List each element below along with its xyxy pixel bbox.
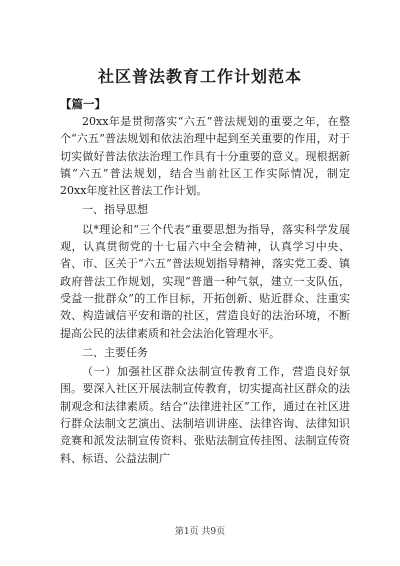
heading-guiding-thought: 一、指导思想 xyxy=(82,203,148,217)
section-label: 【篇一】 xyxy=(60,97,106,111)
heading-main-tasks: 二、主要任务 xyxy=(82,345,148,359)
page-footer: 第1页 共9页 xyxy=(174,527,226,537)
document-title: 社区普法教育工作计划范本 xyxy=(97,67,302,86)
guiding-paragraph: 以*理论和“三个代表”重要思想为指导，落实科学发展观，认真贯彻党的十七届六中全会精神，认真学习中央、省、市、区关于“六五”普法规划指导精神，落实党工委、镇政府普法工作规划，实现“普遣一种气氛，建立一支队伍，受益一批群众”的工作目标，开拓创新、贴近群众、注重实效、构造诚信平安和谐的社区，营造良好的法治环境，不断提高公民的法律素质和社会法治化管理水平。 xyxy=(60,222,350,340)
task-paragraph: （一）加强社区群众法制宣传教育工作，营造良好氛围。要深入社区开展法制宣传教育，切实提高社区群众的法制观念和法律素质。结合“法律进社区”工作，通过在社区进行群众法制文艺演出、法制培训讲座、法律咨询、法律知识竞赛和派发法制宣传资料、张贴法制宣传挂图、法制宣传资料、标语、公益法制广 xyxy=(60,365,350,465)
document-body xyxy=(60,113,350,467)
intro-paragraph: 20xx年是贯彻落实“六五”普法规划的重要之年，在整个“六五”普法规划和依法治理中起到至关重要的作用，对于切实做好普法依法治理工作具有十分重要的意义。现根据新镇“六五”普法规划，结合当前社区工作实际情况，制定20xx年度社区普法工作计划。 xyxy=(60,115,350,198)
